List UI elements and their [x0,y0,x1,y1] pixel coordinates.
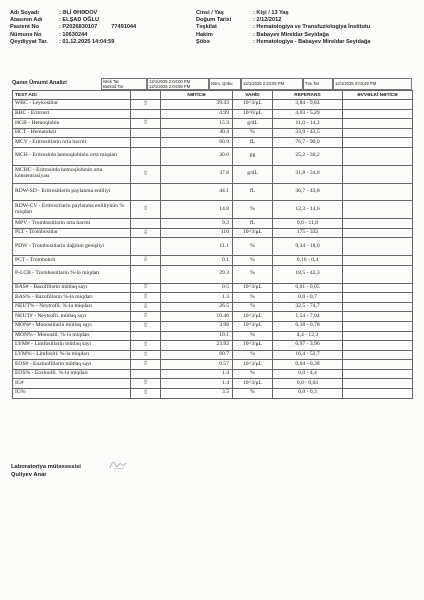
test-name: IG% [13,389,131,399]
reference-range: 0,0 - 0,3 [273,389,343,399]
col-prev: ƏVVƏLKİ NƏTİCƏ [343,91,413,100]
previous-result [343,293,413,303]
previous-result [343,312,413,322]
table-row [13,321,413,331]
reference-range: 31,8 - 34,8 [273,165,343,183]
result-value: 40.4 [161,128,233,138]
unit-value: % [233,302,273,312]
flag-cell [131,228,161,238]
flag-cell [131,138,161,148]
order-info-label: Təşkilat [196,24,217,31]
table-row [13,119,413,129]
test-name: NEUT# - Neytrofil. mütləq sayı [13,312,131,322]
patient-info-label: Pasient No [10,24,39,31]
test-name: LYM% - Limfositl. %-lə miqdarı [13,350,131,360]
unit-value: % [233,265,273,283]
result-value: 80.9 [161,138,233,148]
table-row [13,302,413,312]
flag-cell [131,219,161,229]
result-value: 1.4 [161,369,233,379]
reference-range: 175 - 332 [273,228,343,238]
flag-cell [131,379,161,389]
order-info-label: Şöbə [196,38,210,45]
result-value: 0.5 [161,283,233,293]
col-result: NƏTİCƏ [161,91,233,100]
result-value: 26.5 [161,302,233,312]
previous-result [343,165,413,183]
arrow-up-icon: ⇧ [142,322,149,329]
reference-range: 25,2 - 30,2 [273,147,343,165]
result-value: 29.3 [161,265,233,283]
order-info-label: Cinsi / Yaş [196,10,224,16]
result-value: 3.5 [161,389,233,399]
analysis-title: Qanın Ümumi Analizi [12,80,67,86]
unit-value: 10^6/μL [233,109,273,119]
arrow-up-icon: ⇧ [142,170,149,177]
unit-value: g/dL [233,165,273,183]
flag-cell [131,256,161,266]
arrow-down-icon: ⇩ [142,229,149,236]
flag-cell [131,201,161,219]
previous-result [343,100,413,110]
unit-value: 10^3/μL [233,321,273,331]
unit-value: % [233,256,273,266]
numune-label: Nüm. Qəbu [209,78,241,90]
result-value: 110 [161,228,233,238]
table-row [13,283,413,293]
result-value: 3.98 [161,321,233,331]
order-info-label: Hakim [196,31,213,38]
col-test: TEST ADI [13,91,131,100]
table-row [13,360,413,370]
test-name: EOS# - Eozinofillərin mütləq sayı [13,360,131,370]
flag-cell [131,165,161,183]
patient-info-value: : ƏLİ ƏHƏDOV [59,10,98,16]
test-name: MON% - Monositl. %-lə miqdarı [13,331,131,341]
unit-value: % [233,350,273,360]
previous-result [343,228,413,238]
unit-value: 10^3/μL [233,341,273,351]
unit-value: 10^3/μL [233,360,273,370]
previous-result [343,379,413,389]
reference-range: 0,04 - 0,38 [273,360,343,370]
arrow-up-icon: ⇧ [142,100,149,107]
patient-info [10,10,136,46]
unit-value: 10^3/μL [233,228,273,238]
flag-cell [131,389,161,399]
reference-range: 12,3 - 14,6 [273,201,343,219]
tes-label: Təs.Tar [303,78,333,90]
test-name: HCT - Hematokrit [13,128,131,138]
previous-result [343,369,413,379]
order-info [196,10,371,46]
flag-cell [131,265,161,283]
unit-value: % [233,331,273,341]
reference-range: 0,01 - 0,05 [273,283,343,293]
table-row [13,350,413,360]
previous-result [343,109,413,119]
flag-cell [131,183,161,201]
tes-date: 12/1/2025 4:03:49 PM [333,78,412,90]
analysis-meta-bar [12,78,412,90]
flag-cell [131,360,161,370]
patient-info-value: : P2026830107 [59,24,98,31]
order-info-value: : Hematologiya - Babayev Mireldar Seyidağa [253,38,371,45]
order-info-value: : Kişi / 13 Yaş [253,10,289,16]
previous-result [343,138,413,148]
previous-result [343,350,413,360]
test-name: PCT - Trombokrit [13,256,131,266]
reference-range: 0,18 - 0,78 [273,321,343,331]
unit-value: % [233,201,273,219]
test-name: RDW-SD - Eritrositlərin paylanma enliliyi [13,183,131,201]
signature-block [11,463,81,479]
reference-range: 76,7 - 90,0 [273,138,343,148]
order-info-value: : 2/12/2012 [253,17,282,24]
table-row [13,109,413,119]
previous-result [343,256,413,266]
result-value: 9.3 [161,219,233,229]
unit-value: g/dL [233,119,273,129]
reference-range: 4,4 - 12,3 [273,331,343,341]
previous-result [343,183,413,201]
test-name: BAS% - Bazofillərin %-lə miqdarı [13,293,131,303]
arrow-up-icon: ⇧ [142,341,149,348]
reference-range: 18,5 - 42,3 [273,265,343,283]
flag-cell [131,341,161,351]
table-row [13,238,413,256]
col-flag [131,91,161,100]
result-value: 11.1 [161,238,233,256]
result-value: 60.7 [161,350,233,360]
table-row [13,379,413,389]
unit-value: % [233,369,273,379]
result-value: 44.1 [161,183,233,201]
patient-info-label: Nümunə No [10,31,42,38]
reference-range: 0,97 - 3,96 [273,341,343,351]
table-row [13,331,413,341]
reference-range: 0,0 - 0,7 [273,293,343,303]
flag-cell [131,147,161,165]
unit-value: % [233,389,273,399]
test-name: MCHC - Eritrositdə hemoqlobinin orta konsentrasiyası [13,165,131,183]
result-value: 30.6 [161,147,233,165]
order-info-value: : Hematologiya ve Transfuziologiya İnstitutu [253,24,371,31]
previous-result [343,219,413,229]
result-value: 0.57 [161,360,233,370]
unit-value: pg [233,147,273,165]
reference-range: 33,9 - 43,5 [273,128,343,138]
order-info-label: Doğum Tarixi [196,17,232,24]
patient-info-extra: 77491044 [111,24,137,31]
unit-value: 10^3/μL [233,100,273,110]
previous-result [343,341,413,351]
order-info-row [196,10,371,17]
test-name: MCH - Eritrositdə hemoqlobinin orta miqdarı [13,147,131,165]
specialist-name: Quliyev Anar [11,472,47,478]
reference-range: 0,0 - 4,4 [273,369,343,379]
previous-result [343,321,413,331]
table-header [13,91,413,100]
flag-cell [131,283,161,293]
flag-cell [131,128,161,138]
patient-info-row [10,24,136,31]
reference-range: 0,16 - 0,4 [273,256,343,266]
arrow-up-icon: ⇧ [142,313,149,320]
arrow-down-icon: ⇩ [142,257,149,264]
unit-value: % [233,293,273,303]
arrow-up-icon: ⇧ [142,361,149,368]
unit-value: fL [233,138,273,148]
reference-range: 0,0 - 0,03 [273,379,343,389]
previous-result [343,147,413,165]
reference-range: 3,84 - 9,84 [273,100,343,110]
test-name: WBC - Leykositlər [13,100,131,110]
col-ref: REFERANS [273,91,343,100]
test-name: RBC - Eritrosit [13,109,131,119]
reference-range: 9,6 - 11,8 [273,219,343,229]
arrow-up-icon: ⇧ [142,120,149,127]
table-row [13,138,413,148]
previous-result [343,389,413,399]
result-value: 1.4 [161,379,233,389]
results-table [12,90,413,399]
patient-info-value: : 01.12.2025 14:04:59 [59,38,115,45]
test-name: RDW-CV - Eritrositlərin paylanma enliliyinin % miqdarı [13,201,131,219]
arrow-up-icon: ⇧ [142,351,149,358]
result-value: 39.43 [161,100,233,110]
result-value: 14.8 [161,201,233,219]
arrow-up-icon: ⇧ [142,206,149,213]
flag-cell [131,119,161,129]
test-name: P-LCR - Trombositlərin %-lə miqdarı [13,265,131,283]
col-unit: VAHİD [233,91,273,100]
test-name: MPV - Trombositlərin orta həcmi [13,219,131,229]
reference-range: 9,34 - 18,0 [273,238,343,256]
patient-info-row [10,17,136,24]
previous-result [343,302,413,312]
table-row [13,389,413,399]
flag-cell [131,312,161,322]
flag-cell [131,302,161,312]
test-name: HGB - Hemoqlobin [13,119,131,129]
previous-result [343,360,413,370]
previous-result [343,331,413,341]
test-name: BAS# - Bazofillərin mütləq sayı [13,283,131,293]
table-row [13,293,413,303]
test-name: MON# - Monositlərin mütləq sayı [13,321,131,331]
patient-info-label: Qeydiyyat Tar. [10,38,48,45]
test-name: PLT - Trombositlər [13,228,131,238]
previous-result [343,119,413,129]
previous-result [343,201,413,219]
order-info-row [196,24,371,31]
reference-range: 1,54 - 7,04 [273,312,343,322]
result-value: 23.92 [161,341,233,351]
previous-result [343,128,413,138]
flag-cell [131,331,161,341]
flag-cell [131,321,161,331]
flag-cell [131,293,161,303]
patient-info-value: : 10630244 [59,31,88,38]
reference-range: 36,7 - 43,8 [273,183,343,201]
reference-range: 32,5 - 74,7 [273,302,343,312]
test-name: EOS% - Eozinofil. %-lə miqdarı [13,369,131,379]
unit-value: fL [233,183,273,201]
flag-cell [131,100,161,110]
table-row [13,256,413,266]
result-value: 0.1 [161,256,233,266]
order-info-row [196,32,371,39]
table-row [13,183,413,201]
arrow-down-icon: ⇩ [142,303,149,310]
meta-dates-left: 12/1/2025 2:04:00 PM 12/1/2025 2:04:59 PM [147,78,209,90]
patient-info-label: Atasının Adı [10,17,43,24]
patient-info-row [10,32,136,39]
result-value: 10.46 [161,312,233,322]
handwritten-signature [108,459,128,471]
flag-cell [131,109,161,119]
result-value: 4.99 [161,109,233,119]
unit-value: % [233,238,273,256]
table-row [13,100,413,110]
table-row [13,341,413,351]
flag-cell [131,369,161,379]
previous-result [343,265,413,283]
result-value: 1.3 [161,293,233,303]
patient-info-value: : ELŞAD OĞLU [59,17,100,24]
flag-cell [131,238,161,256]
reference-range: 11,0 - 14,3 [273,119,343,129]
order-info-row [196,39,371,46]
unit-value: fL [233,219,273,229]
previous-result [343,283,413,293]
unit-value: 10^3/μL [233,379,273,389]
result-value: 15.3 [161,119,233,129]
table-row [13,369,413,379]
arrow-up-icon: ⇧ [142,389,149,396]
table-row [13,147,413,165]
order-info-value: : Babayev Mireldar Seyidağa [253,31,329,38]
reference-range: 16,4 - 52,7 [273,350,343,360]
flag-cell [131,350,161,360]
test-name: NEUT% - Neytrofil. %-lə miqdarı [13,302,131,312]
arrow-up-icon: ⇧ [142,380,149,387]
table-row [13,219,413,229]
result-value: 10.1 [161,331,233,341]
test-name: PDW - Trombositlərin dağılım genişliyi [13,238,131,256]
patient-info-row [10,39,136,46]
unit-value: % [233,128,273,138]
unit-value: 10^3/μL [233,283,273,293]
test-name: LYM# - Limfositlərin mütləq sayı [13,341,131,351]
patient-info-label: Adı Soyadı [10,10,39,16]
table-row [13,165,413,183]
meta-labels-left: İstek Tar Barkod Tar [101,78,147,90]
numune-date: 12/1/2025 2:34:55 PM [241,78,303,90]
test-name: MCV - Eritrositlərin orta həcmi [13,138,131,148]
unit-value: 10^3/μL [233,312,273,322]
arrow-up-icon: ⇧ [142,284,149,291]
table-row [13,265,413,283]
table-row [13,228,413,238]
reference-range: 4,03 - 5,29 [273,109,343,119]
result-value: 37.8 [161,165,233,183]
test-name: IG# [13,379,131,389]
table-row [13,201,413,219]
previous-result [343,238,413,256]
table-row [13,312,413,322]
table-row [13,128,413,138]
arrow-up-icon: ⇧ [142,294,149,301]
specialist-title: Laboratoriya mütəxəssisi [11,464,81,470]
